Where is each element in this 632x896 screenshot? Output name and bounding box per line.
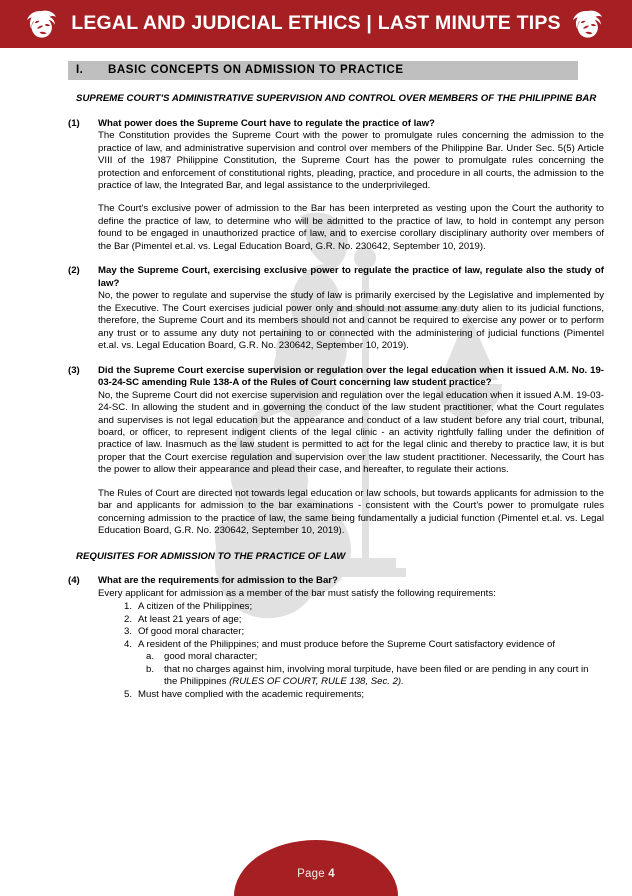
qa-number-2: (2) — [68, 265, 80, 277]
list-item — [112, 614, 604, 626]
section-title: BASIC CONCEPTS ON ADMISSION TO PRACTICE — [108, 64, 404, 76]
page-word: Page — [297, 868, 325, 880]
page-number: 4 — [328, 868, 335, 880]
list-marker: 4. — [123, 638, 132, 650]
page-number-label — [297, 868, 335, 896]
list-marker: 2. — [123, 613, 132, 625]
question-text-1: What power does the Supreme Court have to regulate the practice of law? — [98, 117, 435, 129]
sub-list-citation: (RULES OF COURT, RULE 138, Sec. 2). — [229, 676, 404, 688]
qa-block-1 — [68, 118, 604, 254]
list-text: A citizen of the Philippines; — [138, 601, 253, 613]
section-heading-band — [68, 61, 578, 80]
answer-text-4-intro: Every applicant for admission as a member of the bar must satisfy the following requirements: — [98, 587, 496, 599]
answer-text-3-p2: The Rules of Court are directed not towards legal education or law schools, but towards applicants for admission to the bar and applicants for admission to the bar examinations - consistent with the Court's power to promulgate rules concerning admission to the practice of law, the same being fundamentally a judicial function (Pimentel et.al. vs. Legal Education Board, G.R. No. 230642, September 10, 2019). — [98, 487, 604, 537]
sub-list-marker: a. — [146, 651, 155, 663]
answer-text-3-p1: No, the Supreme Court did not exercise supervision and regulation over the legal education when it issued A.M. 19-03-24-SC. In allowing the student and in governing the conduct of the law student practitioner, what the Court regulates and supervises is not legal education but the appearance and conduct of a law student before any trial court, tribunal, board, or officer, to represent indigent clients of the legal clinic - an activity rightfully falling under the definition of practice of law. Inasmuch as the law student is permitted to act for the legal clinic and thereby to practice law, it is but proper that the Court exercise regulation and supervision over the law student practitioner. Necessarily, the Court has the power to allow their appearance and plead their case, and hereafter, to regulate their actions. — [98, 389, 604, 476]
list-marker: 1. — [123, 601, 132, 613]
question-text-2: May the Supreme Court, exercising exclusive power to regulate the practice of law, regulate also the study of law? — [98, 265, 604, 289]
list-item — [112, 626, 604, 638]
document-page — [0, 48, 632, 896]
sub-requirements-list — [98, 651, 604, 688]
qa-body-2 — [98, 265, 604, 352]
page-title: LEGAL AND JUDICIAL ETHICS | LAST MINUTE TIPS — [71, 12, 561, 35]
qa-number-3: (3) — [68, 364, 80, 376]
list-marker: 5. — [123, 688, 132, 700]
sub-list-marker: b. — [146, 663, 155, 675]
sub-list-item — [146, 651, 604, 663]
requirements-list — [98, 601, 604, 701]
qa-block-3 — [68, 365, 604, 538]
qa-body-1 — [98, 118, 604, 254]
sub-list-item — [146, 664, 604, 689]
sub-list-text — [164, 664, 604, 689]
page-footer-badge — [234, 840, 398, 896]
qa-body-3 — [98, 365, 604, 538]
answer-text-1-p2: The Court's exclusive power of admission to the Bar has been interpreted as vesting upon the Court the authority to define the practice of law, to determine who will be admitted to the practice of law, to hold in contempt any person found to be engaged in unauthorized practice of law, and to exercise corollary disciplinary authority over members of the Bar (Pimentel et.al. vs. Legal Education Board, G.R. No. 230642, September 10, 2019). — [98, 203, 604, 252]
qa-block-2 — [68, 265, 604, 352]
sub-list-text-main: that no charges against him, involving moral turpitude, have been filed or are pending in any court in the Philippines — [164, 663, 589, 688]
subheading-supreme-court-supervision: SUPREME COURT'S ADMINISTRATIVE SUPERVISION AND CONTROL OVER MEMBERS OF THE PHILIPPINE BAR — [76, 93, 597, 104]
lion-head-logo-right-icon — [570, 5, 608, 43]
list-item — [112, 639, 604, 651]
answer-text-2-p1: No, the power to regulate and supervise the study of law is primarily exercised by the Legislative and implemented by the Executive. The Court exercises judicial power only and should not assume any duty alien to its judicial functions, therefore, the Supreme Court and its members should not and cannot be required to exercise any power or to perform any trust or to assume any duty not pertaining to or connected with the administering of judicial functions (Pimentel et.al. vs. Legal Education Board, G.R. No. 230642, September 10, 2019). — [98, 290, 604, 352]
document-content — [0, 48, 632, 701]
list-text: At least 21 years of age; — [138, 613, 242, 625]
list-text: A resident of the Philippines; and must produce before the Supreme Court satisfactory evidence of — [138, 638, 556, 650]
answer-text-1-p1: The Constitution provides the Supreme Court with the power to promulgate rules concerning the admission to the practice of law, and administrative supervision and control over members of the Philippine Bar. Under Sec. 5(5) Article VIII of the 1987 Philippine Constitution, the Supreme Court has the power to promulgate rules concerning the protection and enforcement of constitutional rights, pleading, practice, and procedure in all courts, the admission to the practice of law, the Integrated Bar, and legal assistance to the underprivileged. — [98, 130, 604, 191]
list-item — [112, 689, 604, 701]
lion-head-logo-left-icon — [24, 5, 62, 43]
list-text: Of good moral character; — [138, 626, 245, 638]
list-item — [112, 601, 604, 613]
qa-body-4 — [98, 575, 604, 701]
list-marker: 3. — [123, 626, 132, 638]
question-text-3: Did the Supreme Court exercise supervision or regulation over the legal education when it issued A.M. No. 19-03-24-SC amending Rule 138-A of the Rules of Court concerning law student practice? — [98, 364, 604, 389]
qa-number-1: (1) — [68, 117, 80, 129]
list-text: Must have complied with the academic requirements; — [138, 688, 365, 700]
page-header-banner — [0, 0, 632, 48]
subheading-requisites-for-admission: REQUISITES FOR ADMISSION TO THE PRACTICE OF LAW — [76, 550, 346, 562]
qa-block-4 — [68, 575, 604, 701]
qa-number-4: (4) — [68, 575, 80, 587]
section-number: I. — [76, 64, 84, 76]
question-text-4: What are the requirements for admission to the Bar? — [98, 575, 338, 587]
sub-list-text: good moral character; — [164, 651, 258, 663]
